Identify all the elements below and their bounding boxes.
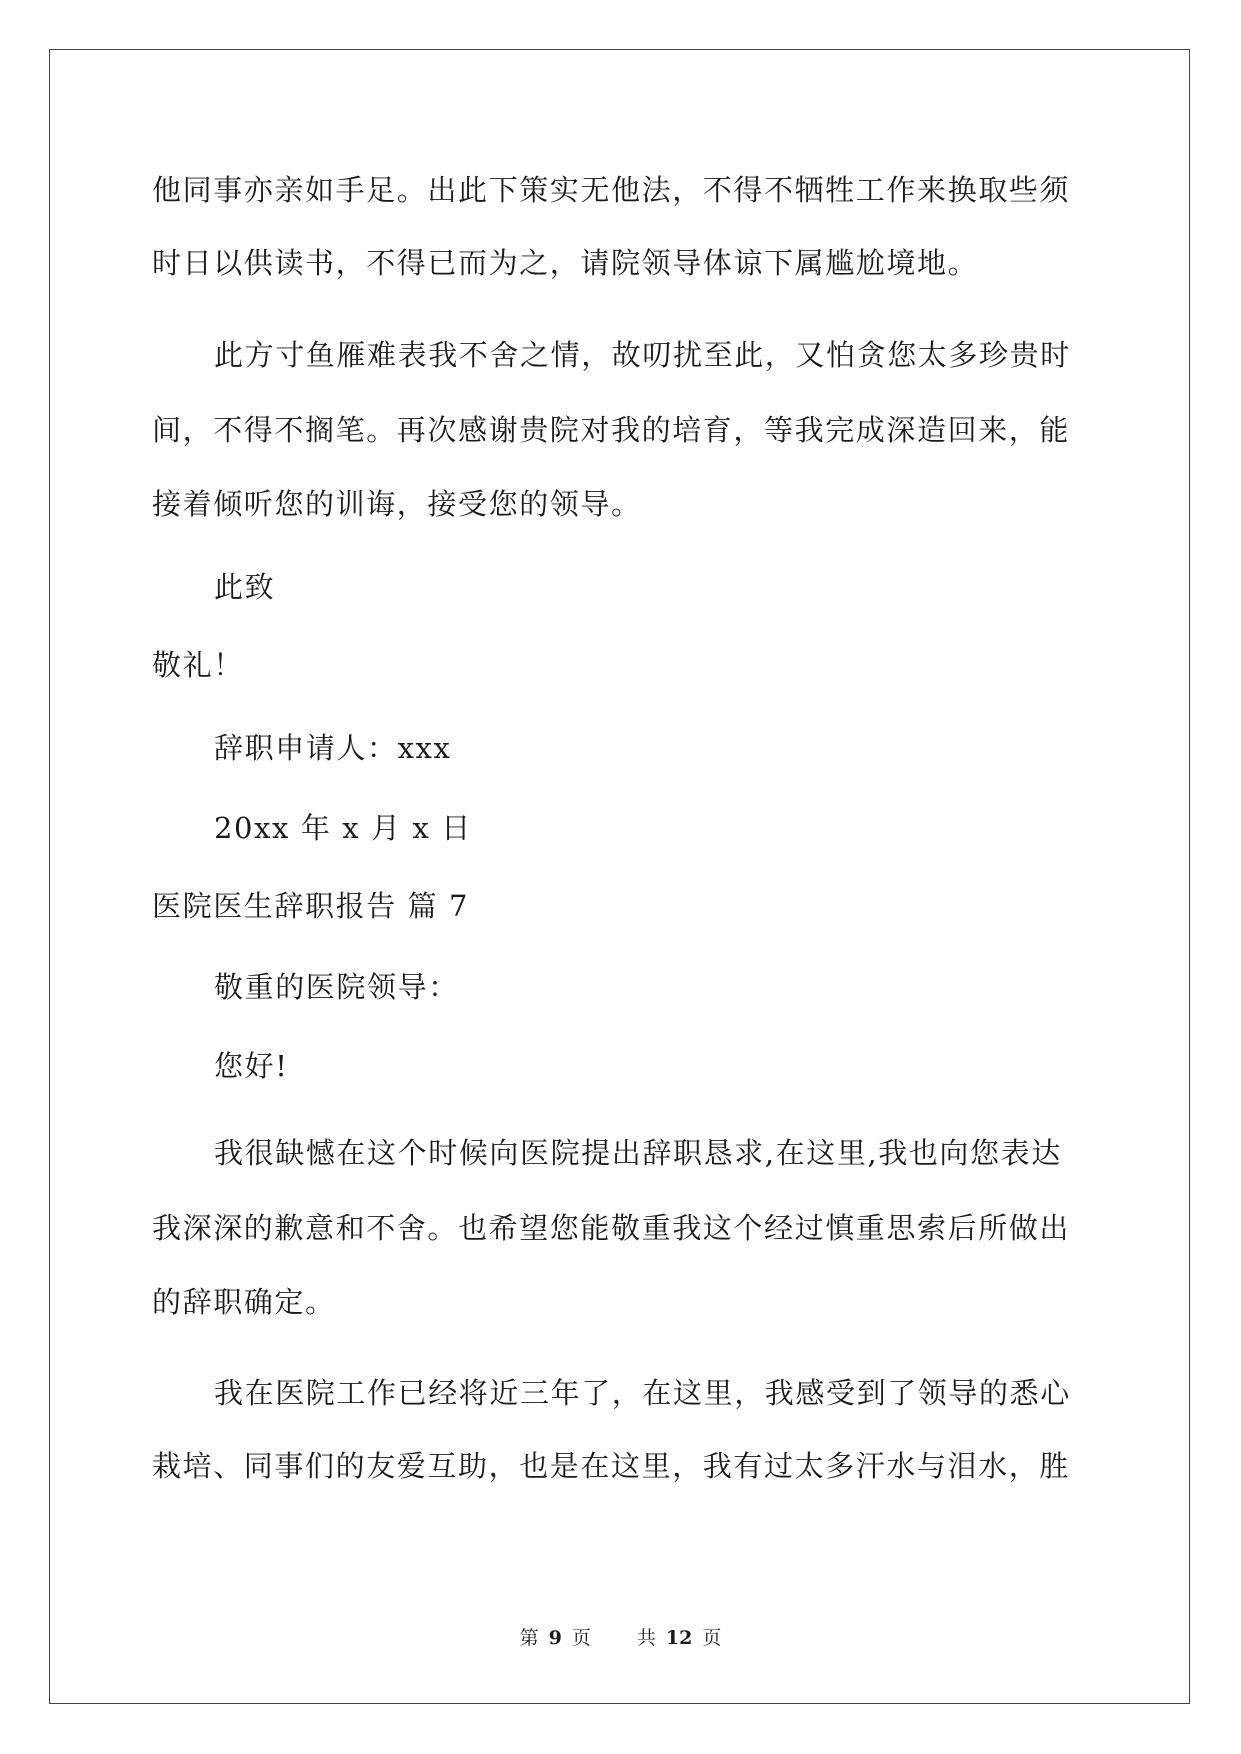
text-line: 时日以供读书，不得已而为之，请院领导体谅下属尴尬境地。 (152, 246, 979, 280)
text-line: 20xx 年 x 月 x 日 (214, 811, 472, 845)
page-suffix: 页 (571, 1627, 591, 1649)
page-num: 9 (548, 1627, 562, 1649)
text-line: 栽培、同事们的友爱互助，也是在这里，我有过太多汗水与泪水，胜 (152, 1449, 1071, 1483)
section-heading: 医院医生辞职报告 篇 7 (152, 889, 470, 923)
text-line: 间，不得不搁笔。再次感谢贵院对我的培育，等我完成深造回来，能 (152, 413, 1071, 447)
text-line: 他同事亦亲如手足。出此下策实无他法，不得不牺牲工作来换取些须 (152, 173, 1071, 207)
text-line: 我深深的歉意和不舍。也希望您能敬重我这个经过慎重思索后所做出 (152, 1211, 1071, 1245)
page-footer (0, 1626, 1241, 1650)
text-line: 此方寸鱼雁难表我不舍之情，故叨扰至此，又怕贪您太多珍贵时 (214, 338, 1071, 372)
total-pages (627, 1627, 731, 1649)
text-line: 敬礼！ (152, 648, 244, 682)
total-suffix: 页 (702, 1627, 722, 1649)
page-number (510, 1627, 601, 1649)
text-line: 您好! (214, 1049, 289, 1083)
text-line: 此致 (214, 570, 276, 604)
text-line: 我在医院工作已经将近三年了，在这里，我感受到了领导的悉心 (214, 1376, 1071, 1410)
page-prefix: 第 (519, 1627, 539, 1649)
text-line: 的辞职确定。 (152, 1285, 336, 1319)
text-line: 敬重的医院领导： (214, 970, 459, 1004)
text-line: 辞职申请人：xxx (214, 731, 452, 765)
total-prefix: 共 (636, 1627, 656, 1649)
text-line: 我很缺憾在这个时候向医院提出辞职恳求,在这里,我也向您表达 (214, 1136, 1062, 1170)
text-line: 接着倾听您的训诲，接受您的领导。 (152, 487, 642, 521)
total-num: 12 (665, 1627, 693, 1649)
